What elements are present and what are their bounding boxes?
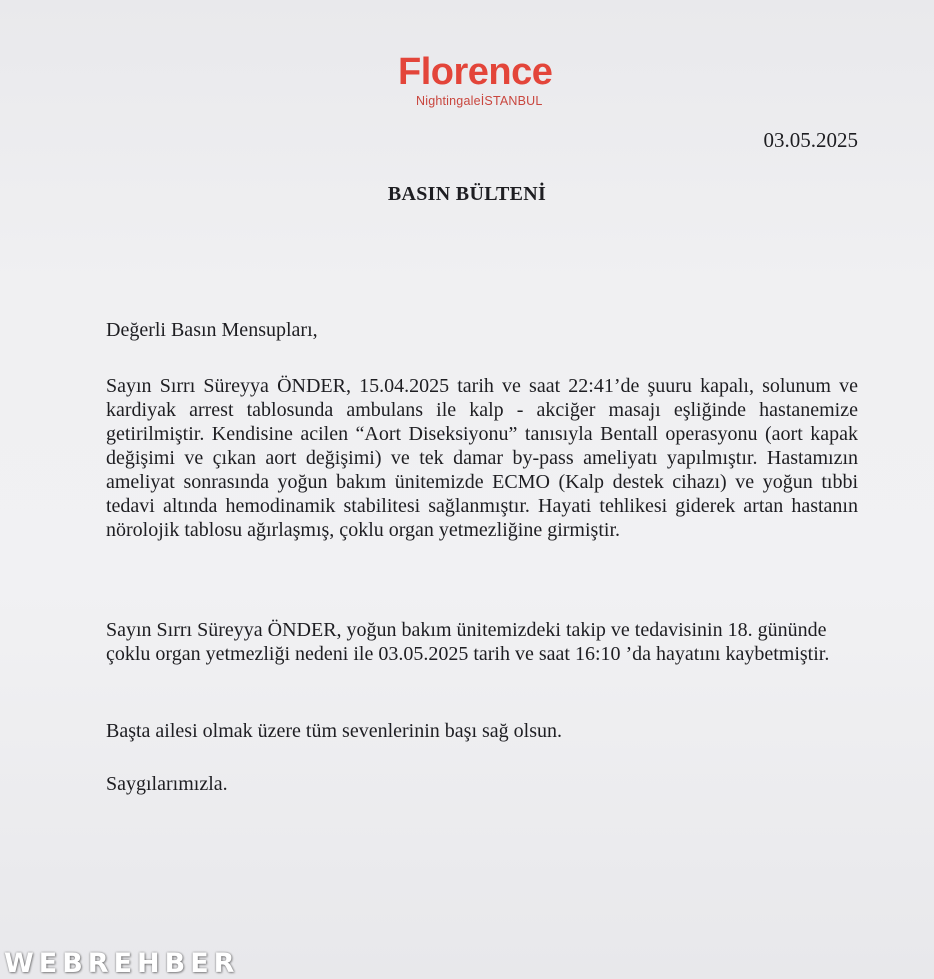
condolence-text: Başta ailesi olmak üzere tüm sevenlerinin başı sağ olsun. — [106, 720, 562, 742]
logo-subtitle: NightingaleİSTANBUL — [416, 94, 543, 108]
watermark: WEBREHBER — [4, 948, 240, 979]
hospital-logo — [398, 50, 578, 108]
document-title: BASIN BÜLTENİ — [387, 183, 547, 205]
paragraph-1: Sayın Sırrı Süreyya ÖNDER, 15.04.2025 tarih ve saat 22:41’de şuuru kapalı, solunum ve kardiyak arrest tablosunda ambulans ile kalp - akciğer masajı eşliğinde hastanemize getirilmiştir. Kendisine acilen “Aort Diseksiyonu” tanısıyla Bentall operasyonu (aort kapak değişimi ve çıkan aort değişimi) ve tek damar by-pass ameliyatı yapılmıştır. Hastamızın ameliyat sonrasında yoğun bakım ünitemizde ECMO (Kalp destek cihazı) ve yoğun tıbbi tedavi altında hemodinamik stabilitesi sağlanmıştır. Hayati tehlikesi giderek artan hastanın nörolojik tablosu ağırlaşmış, çoklu organ yetmezliğine girmiştir. — [106, 375, 858, 541]
logo-brand: Florence — [398, 51, 553, 93]
document-date: 03.05.2025 — [763, 128, 858, 152]
closing-text: Saygılarımızla. — [106, 773, 228, 795]
paragraph-2: Sayın Sırrı Süreyya ÖNDER, yoğun bakım ünitemizdeki takip ve tedavisinin 18. gününde çoklu organ yetmezliği nedeni ile 03.05.2025 tarih ve saat 16:10 ’da hayatını kaybetmiştir. — [106, 619, 830, 665]
salutation: Değerli Basın Mensupları, — [106, 319, 318, 341]
